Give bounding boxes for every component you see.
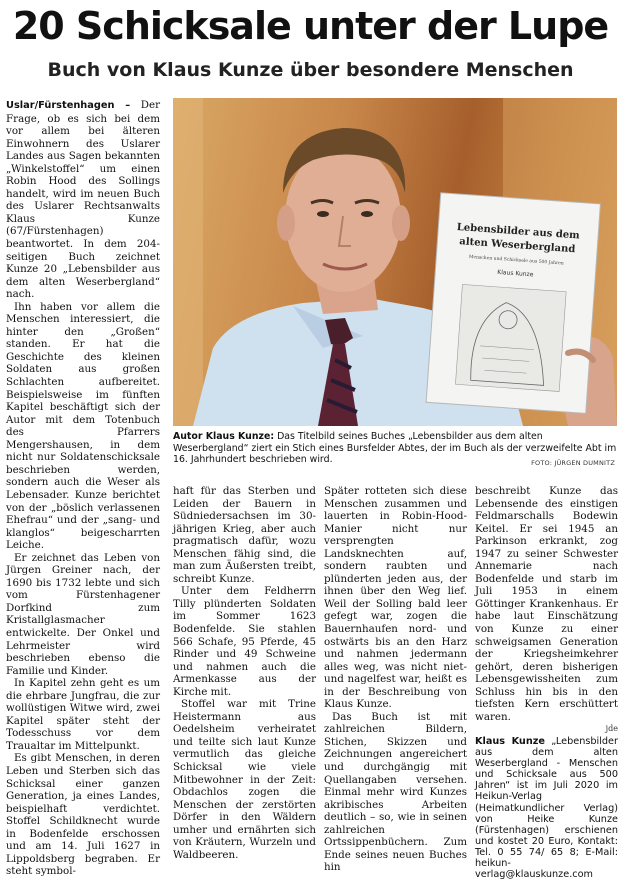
svg-text:Lebensbilder aus dem: Lebensbilder aus dem [456,221,581,242]
paragraph: In Kapitel zehn geht es um die ehrbare Jungfrau, die zur wollüstigen Witwe wird, zwei Kapitel später steht der Todesschuss vor dem Traualtar im Mittelpunkt. [6,677,160,752]
paragraph: Das Buch ist mit zahlreichen Bildern, Stichen, Skizzen und Zeichnungen angereichert und durchgängig mit Quellangaben versehen. Einmal mehr wird Kunzes akribisches Arbeiten deutlich – so, wie in seinen zahlreichen Ortssippenbüchern. Zum Ende seines neuen Buches hin [324,710,467,874]
paragraph-text: Der Frage, ob es sich bei dem vor allem bei älteren Einwohnern des Uslarer Landes aus Sagen bekannten „Winkelstoffel“ um einen Robin Hood des Sollings handelt, wird im neuen Buch des Uslarer Rechtsanwalts Klaus Kunze (67/Fürstenhagen) beantwortet. In dem 204-seitigen Buch zeichnet Kunze 20 „Lebensbilder aus dem alten Weserbergland“ nach. [6,99,160,301]
paragraph: Stoffel war mit Trine Heistermann aus Oedelsheim verheiratet und teilte sich laut Kunze vermutlich das gleiche Schicksal wie viele Mitbewohner in der Zeit: Obdachlos zogen die Menschen der zerstörten Dörfer in den Wäldern umher und ernährten sich von Kräutern, Wurzeln und Waldbeeren. [173,698,316,861]
author-photo-illustration [173,98,617,426]
subheadline: Buch von Klaus Kunze über besondere Menschen [47,59,574,81]
photo-credit: FOTO: JÜRGEN DUMNITZ [531,459,615,467]
book-info-author: Klaus Kunze [475,735,545,747]
caption-text: Das Titelbild seines Buches „Lebensbilder aus dem alten Weserbergland“ ziert ein Stich eines Bursfelder Abtes, der im Buch als der verzweifelte Abt im 16. Jahrhundert beschrieben wird. [173,431,617,466]
dateline: Uslar/Fürstenhagen – [6,100,131,111]
paragraph: beschreibt Kunze das Lebensende des einstigen Feldmarschalls Bodewin Keitel. Er sei 1945 an Parkinson erkrankt, zog 1947 zu seiner Schwester Annemarie nach Bodenfelde und starb im Juli 1953 in einem Göttinger Krankenhaus. Er habe laut Einschätzung von Kunze zu einer schweigsamen Generation der Kriegsheimkehrer gehört, deren bisherigen Lebensgewissheiten zum Schluss hin bis in den tiefsten Kern erschüttert waren. [475,485,618,723]
author-signature: jde [605,724,618,734]
headline: 20 Schicksale unter der Lupe [12,4,609,48]
book-author: Klaus Kunze [497,268,534,279]
paragraph: haft für das Sterben und Leiden der Bauern in Südniedersachsen im 30-jährigen Krieg, aber auch pragmatisch dafür, wozu Menschen fähig sind, die man zum Äußersten treibt, schreibt Kunze. [173,485,316,585]
paragraph: Es gibt Menschen, in deren Leben und Sterben sich das Schicksal einer ganzen Generation, ja eines Landes, beispielhaft verdichtet. Stoffel Schildknecht wurde in Bodenfelde erschossen und am 14. Juli 1627 in Lippoldsberg begraben. Er steht symbol- [6,752,160,878]
article-column-2 [173,485,316,861]
article-column-1 [6,99,160,878]
svg-text:alten Weserbergland: alten Weserbergland [458,236,576,256]
paragraph: Er zeichnet das Leben von Jürgen Greiner nach, der 1690 bis 1732 lebte und sich vom Fürstenhagener Dorfkind zum Kristallglasmacher entwickelte. Der Onkel und Lehrmeister wird beschrieben ebenso die Familie und Kinder. [6,551,160,677]
book-subtitle: Menschen und Schicksale aus 500 Jahren [468,254,564,267]
author-photo [173,98,617,426]
article-column-3 [324,485,467,874]
caption-lead: Autor Klaus Kunze: [173,431,275,442]
paragraph: Ihn haben vor allem die Menschen interessiert, die hinter den „Großen“ standen. Er hat die Geschichte des kleinen Soldaten aus großen Schlachten aufbereitet. Beispielsweise im fünften Kapitel beschäftigt sich der Autor mit dem Totenbuch des Pfarrers Mengershausen, in dem nicht nur Soldatenschicksale beschrieben werden, sondern auch die Weser als Lebensader. Kunze berichtet von der „böslich verlassenen Ehefrau“ und der „sang- und klanglos“ beigescharrten Leiche. [6,300,160,552]
paragraph [6,99,160,301]
paragraph: Später rotteten sich diese Menschen zusammen und lauerten in Robin-Hood-Manier nicht nur versprengten Landsknechten auf, sondern raubten und plünderten jeden aus, der ihnen über den Weg lief. Weil der Solling bald leer gefegt war, zogen die Bauernhaufen nord- und ostwärts bis an den Harz und nahmen jedermann alles weg, was nicht niet- und nagelfest war, heißt es in der Beschreibung von Klaus Kunze. [324,485,467,711]
book-info-box [475,736,618,880]
paragraph: Unter dem Feldherrn Tilly plünderten Soldaten im Sommer 1623 Bodenfelde. Sie stahlen 566 Schafe, 95 Pferde, 45 Rinder und 49 Schweine und nahmen auch die Armenkasse aus der Kirche mit. [173,585,316,698]
article-column-4 [475,485,618,880]
book-info-text: „Lebensbilder aus dem alten Weserbergland - Menschen und Schicksale aus 500 Jahren“ ist im Juli 2020 im Heikun-Verlag (Heimatkundlicher Verlag) von Heike Kunze (Fürstenhagen) erschienen und kostet 20 Euro, Kontakt: Tel. 0 55 74/ 65 8; E-Mail: heikun-verlag@klauskunze.com [475,735,618,880]
